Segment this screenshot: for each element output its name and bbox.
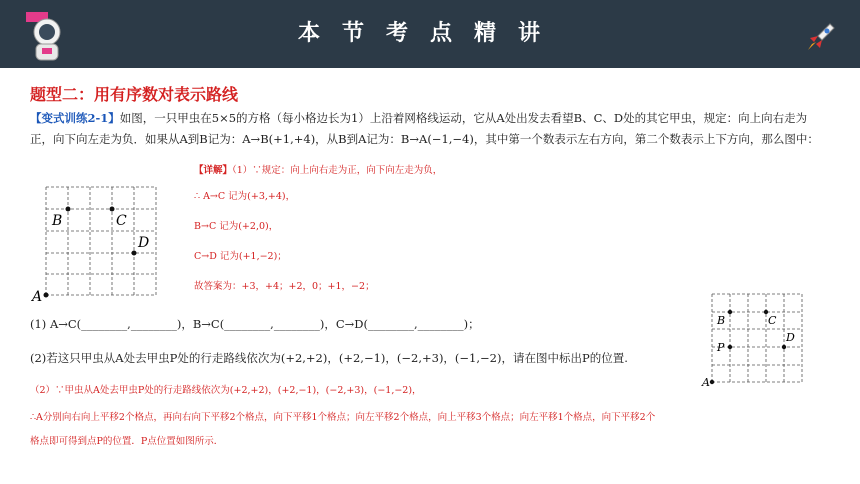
point-c (110, 207, 115, 212)
label-d: D (138, 235, 150, 251)
label-b: B (717, 314, 726, 327)
solution-line-3: B→C 记为(+2,0)， (194, 221, 279, 232)
problem-body: 如图，一只甲虫在5×5的方格（每小格边长为1）上沿着网格线运动，它从A处出发去看望B、C、D处的其它甲虫，规定：向上向右走为正，向下向左走为负．如果从A到B记为：A→B(+1,+4)，从B到A记为：B→A(−1,−4)，其中第一个数表示左右方向，第二个数表示上下方向，那么图中： (30, 111, 819, 146)
solution-line-5: 故答案为：+3，+4；+2，0；+1，−2； (194, 281, 375, 292)
topic-heading: 题型二：用有序数对表示路线 (30, 85, 239, 104)
solution-line-4: C→D 记为(+1,−2)； (194, 251, 287, 262)
problem-text (30, 108, 830, 150)
answer-2-line-2: ∴A分别向右向上平移2个格点，再向右向下平移2个格点，向下平移1个格点；向左平移2个格点，向上平移3个格点；向左平移1个格点，向下平移2个 (30, 412, 656, 423)
solution-line-1: 【详解】（1）∵规定：向上向右走为正，向下向左走为负， (194, 165, 443, 176)
question-2: (2)若这只甲虫从A处去甲虫P处的行走路线依次为(+2,+2)，(+2,−1)，(−2,+3)，(−1,−2)，请在图中标出P的位置. (30, 351, 628, 365)
label-d: D (786, 331, 795, 344)
point-d (782, 345, 786, 349)
problem-tag: 【变式训练2-1】 (30, 111, 120, 125)
point-a (44, 293, 49, 298)
answer-2-line-1: （2）∵甲虫从A处去甲虫P处的行走路线依次为(+2,+2)，(+2,−1)，(−2,+3)，(−1,−2)， (30, 385, 422, 396)
label-c: C (768, 314, 777, 327)
label-a: A (32, 289, 43, 304)
point-a (710, 380, 714, 384)
point-d (132, 251, 137, 256)
label-c: C (116, 213, 127, 229)
point-b (66, 207, 71, 212)
grid-figure-left (28, 180, 168, 304)
rocket-icon (800, 18, 838, 56)
point-p (728, 345, 732, 349)
label-b: B (52, 213, 63, 229)
question-1: (1) A→C(________,________)，B→C(________,________)，C→D(________,________)； (30, 317, 480, 331)
point-b (728, 310, 732, 314)
grid-figure-right (700, 288, 812, 388)
label-a: A (702, 376, 710, 388)
page-title: 本节考点精讲 (297, 21, 562, 46)
solution-line-2: ∴ A→C 记为(+3,+4)， (194, 191, 296, 202)
answer-2-line-3: 格点即可得到点P的位置．P点位置如图所示． (30, 436, 224, 447)
label-p: P (717, 341, 725, 354)
